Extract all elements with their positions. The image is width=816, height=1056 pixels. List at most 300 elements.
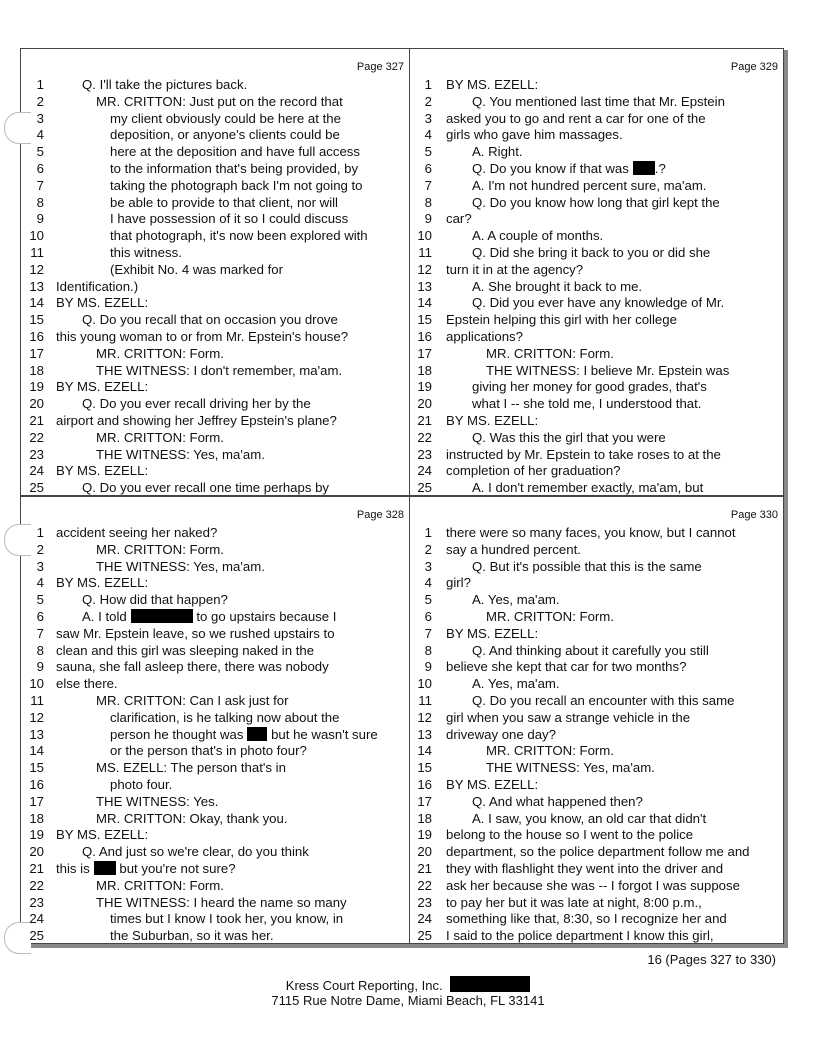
line-number: 2 bbox=[424, 541, 432, 557]
line-text-segment: the Suburban, so it was her. bbox=[110, 928, 274, 944]
line-text bbox=[56, 262, 283, 279]
transcript-line bbox=[26, 144, 406, 161]
line-number: 3 bbox=[424, 558, 432, 574]
line-number: 10 bbox=[417, 228, 432, 244]
transcript-line bbox=[26, 559, 406, 576]
line-number: 1 bbox=[424, 77, 432, 92]
transcript-line bbox=[414, 743, 780, 760]
line-number: 15 bbox=[29, 312, 44, 328]
line-text-segment: car? bbox=[446, 211, 472, 227]
line-number: 22 bbox=[29, 877, 44, 893]
line-number: 24 bbox=[417, 463, 432, 479]
line-number: 21 bbox=[29, 860, 44, 876]
page-number-label: Page 329 bbox=[730, 61, 778, 73]
line-text-segment: this is bbox=[56, 860, 90, 876]
transcript-line bbox=[414, 430, 780, 447]
line-text-segment: Q. How did that happen? bbox=[82, 592, 228, 608]
line-text bbox=[56, 245, 182, 262]
line-text bbox=[56, 480, 329, 497]
line-number: 22 bbox=[417, 429, 432, 445]
line-number: 19 bbox=[29, 379, 44, 395]
line-text-segment: clarification, is he talking now about the bbox=[110, 709, 340, 725]
transcript-line bbox=[414, 525, 780, 542]
transcript-line bbox=[26, 760, 406, 777]
line-text-segment: Q. But it's possible that this is the same bbox=[472, 558, 702, 574]
transcript-line bbox=[414, 447, 780, 464]
line-text bbox=[446, 710, 690, 727]
transcript-line bbox=[26, 743, 406, 760]
line-text-segment: THE WITNESS: Yes, ma'am. bbox=[486, 760, 655, 776]
transcript-line bbox=[414, 895, 780, 912]
line-number: 21 bbox=[417, 412, 432, 428]
line-number: 18 bbox=[29, 362, 44, 378]
transcript-line bbox=[26, 676, 406, 693]
transcript-line bbox=[26, 592, 406, 609]
line-text-segment: MR. CRITTON: Form. bbox=[96, 345, 224, 361]
line-text bbox=[56, 127, 340, 144]
transcript-line bbox=[26, 777, 406, 794]
line-number: 1 bbox=[424, 525, 432, 540]
line-number: 4 bbox=[36, 127, 44, 143]
transcript-line bbox=[414, 911, 780, 928]
line-text-segment: Q. Was this the girl that you were bbox=[472, 429, 666, 445]
line-number: 20 bbox=[417, 396, 432, 412]
line-text-segment: girl? bbox=[446, 575, 471, 591]
line-text-segment: A. A couple of months. bbox=[472, 228, 604, 244]
line-text bbox=[56, 542, 224, 559]
transcript-line bbox=[26, 413, 406, 430]
line-number: 14 bbox=[29, 743, 44, 759]
line-number: 20 bbox=[29, 396, 44, 412]
line-number: 16 bbox=[417, 776, 432, 792]
line-text-segment: something like that, 8:30, so I recognize her and bbox=[446, 911, 727, 927]
line-text-segment: be able to provide to that client, nor will bbox=[110, 194, 338, 210]
line-number: 12 bbox=[29, 261, 44, 277]
page-range-label: 16 (Pages 327 to 330) bbox=[647, 952, 776, 967]
line-text-segment: giving her money for good grades, that's bbox=[472, 379, 707, 395]
line-text-segment: belong to the house so I went to the police bbox=[446, 827, 694, 843]
line-number: 7 bbox=[36, 177, 44, 193]
line-number: 24 bbox=[417, 911, 432, 927]
line-text bbox=[56, 743, 307, 760]
line-text-segment: Q. Do you recall an encounter with this same bbox=[472, 692, 735, 708]
transcript-line bbox=[26, 659, 406, 676]
transcript-line bbox=[26, 463, 406, 480]
line-text bbox=[446, 211, 472, 228]
transcript-line bbox=[414, 279, 780, 296]
line-number: 5 bbox=[424, 592, 432, 608]
line-number: 7 bbox=[424, 177, 432, 193]
line-text bbox=[446, 643, 709, 660]
transcript-line bbox=[414, 245, 780, 262]
transcript-line bbox=[414, 161, 780, 178]
line-number: 5 bbox=[424, 144, 432, 160]
transcript-line bbox=[26, 542, 406, 559]
line-number: 3 bbox=[36, 558, 44, 574]
line-text-segment: A. I'm not hundred percent sure, ma'am. bbox=[472, 177, 707, 193]
line-text bbox=[446, 346, 614, 363]
line-text bbox=[56, 447, 265, 464]
line-text bbox=[446, 480, 703, 497]
line-number: 14 bbox=[417, 743, 432, 759]
transcript-line bbox=[26, 811, 406, 828]
line-number: 4 bbox=[424, 575, 432, 591]
line-text-segment: A. I saw, you know, an old car that didn't bbox=[472, 810, 707, 826]
line-text-segment: saw Mr. Epstein leave, so we rushed upstairs to bbox=[56, 625, 335, 641]
line-number: 6 bbox=[424, 160, 432, 176]
line-number: 2 bbox=[36, 93, 44, 109]
line-text-segment: THE WITNESS: I believe Mr. Epstein was bbox=[486, 362, 730, 378]
transcript-line bbox=[26, 827, 406, 844]
line-text-segment: Identification.) bbox=[56, 278, 139, 294]
line-text bbox=[446, 727, 556, 744]
line-text bbox=[446, 844, 750, 861]
line-number: 9 bbox=[424, 659, 432, 675]
line-number: 17 bbox=[29, 793, 44, 809]
line-text bbox=[446, 760, 655, 777]
transcript-line bbox=[414, 928, 780, 945]
line-text-segment: BY MS. EZELL: bbox=[446, 412, 539, 428]
line-number: 21 bbox=[29, 412, 44, 428]
line-number: 22 bbox=[417, 877, 432, 893]
transcript-line bbox=[26, 94, 406, 111]
line-number: 25 bbox=[29, 928, 44, 944]
line-number: 16 bbox=[29, 776, 44, 792]
transcript-line bbox=[414, 111, 780, 128]
line-number: 19 bbox=[417, 827, 432, 843]
line-text-segment: clean and this girl was sleeping naked in the bbox=[56, 642, 315, 658]
line-text-segment: BY MS. EZELL: bbox=[56, 827, 149, 843]
line-text-segment: this young woman to or from Mr. Epstein's house? bbox=[56, 328, 349, 344]
line-text bbox=[446, 245, 710, 262]
line-number: 15 bbox=[29, 760, 44, 776]
transcript-line bbox=[414, 559, 780, 576]
line-number: 12 bbox=[417, 709, 432, 725]
line-text bbox=[446, 195, 720, 212]
transcript-line bbox=[26, 911, 406, 928]
line-text bbox=[56, 861, 236, 878]
line-text bbox=[446, 111, 706, 128]
line-number: 9 bbox=[36, 211, 44, 227]
transcript-line bbox=[414, 463, 780, 480]
line-text bbox=[56, 111, 341, 128]
transcript-line bbox=[414, 777, 780, 794]
transcript-line bbox=[414, 542, 780, 559]
line-number: 17 bbox=[417, 345, 432, 361]
transcript-line bbox=[414, 211, 780, 228]
transcript-line bbox=[26, 794, 406, 811]
line-text bbox=[56, 643, 314, 660]
line-text bbox=[446, 228, 603, 245]
line-number: 25 bbox=[417, 928, 432, 944]
line-number: 12 bbox=[417, 261, 432, 277]
line-text-segment: MR. CRITTON: Form. bbox=[96, 429, 224, 445]
line-text bbox=[56, 710, 339, 727]
transcript-line bbox=[26, 928, 406, 945]
transcript-line bbox=[26, 895, 406, 912]
line-text bbox=[56, 396, 311, 413]
transcript-line bbox=[26, 609, 406, 626]
line-text-segment: believe she kept that car for two months? bbox=[446, 659, 687, 675]
transcript-line bbox=[26, 262, 406, 279]
page-330-panel bbox=[414, 505, 780, 945]
line-text-segment: A. She brought it back to me. bbox=[472, 278, 643, 294]
line-text-segment: THE WITNESS: Yes, ma'am. bbox=[96, 446, 265, 462]
line-number: 4 bbox=[36, 575, 44, 591]
line-text-segment: airport and showing her Jeffrey Epstein's plane? bbox=[56, 412, 337, 428]
transcript-line bbox=[414, 676, 780, 693]
line-text bbox=[446, 279, 642, 296]
line-number: 11 bbox=[418, 692, 432, 708]
line-text bbox=[56, 676, 118, 693]
sheet-shadow-right bbox=[784, 50, 788, 946]
line-number: 2 bbox=[424, 93, 432, 109]
line-number: 4 bbox=[424, 127, 432, 143]
transcript-line bbox=[26, 312, 406, 329]
transcript-line bbox=[414, 575, 780, 592]
line-number: 25 bbox=[417, 480, 432, 496]
transcript-line bbox=[414, 363, 780, 380]
line-number: 23 bbox=[29, 446, 44, 462]
line-number: 24 bbox=[29, 463, 44, 479]
line-text-segment: .? bbox=[654, 160, 666, 176]
line-number: 7 bbox=[424, 625, 432, 641]
line-text bbox=[446, 911, 727, 928]
transcript-line bbox=[414, 760, 780, 777]
transcript-line bbox=[26, 363, 406, 380]
transcript-line bbox=[414, 794, 780, 811]
line-text-segment: BY MS. EZELL: bbox=[56, 379, 149, 395]
transcript-line bbox=[414, 228, 780, 245]
line-text-segment: BY MS. EZELL: bbox=[56, 463, 149, 479]
line-text bbox=[56, 626, 335, 643]
line-number: 5 bbox=[36, 592, 44, 608]
line-text-segment: department, so the police department follow me and bbox=[446, 844, 750, 860]
line-text bbox=[446, 676, 560, 693]
line-text-segment: to go upstairs because I bbox=[192, 608, 337, 624]
line-text-segment: Q. Do you know how long that girl kept the bbox=[472, 194, 720, 210]
line-text-segment: MR. CRITTON: Can I ask just for bbox=[96, 692, 289, 708]
line-text-segment: girl when you saw a strange vehicle in the bbox=[446, 709, 691, 725]
line-text-segment: completion of her graduation? bbox=[446, 463, 621, 479]
line-number: 13 bbox=[29, 278, 44, 294]
line-text-segment: I have possession of it so I could discuss bbox=[110, 211, 349, 227]
transcript-line bbox=[414, 178, 780, 195]
line-text bbox=[56, 463, 148, 480]
line-text bbox=[56, 827, 148, 844]
line-text bbox=[56, 312, 338, 329]
line-text bbox=[56, 279, 138, 296]
transcript-line bbox=[26, 161, 406, 178]
line-text bbox=[56, 592, 228, 609]
line-text bbox=[446, 626, 538, 643]
line-text-segment: (Exhibit No. 4 was marked for bbox=[110, 261, 283, 277]
line-number: 14 bbox=[417, 295, 432, 311]
transcript-line bbox=[26, 379, 406, 396]
line-text bbox=[56, 94, 343, 111]
line-text bbox=[446, 743, 614, 760]
line-number: 18 bbox=[417, 362, 432, 378]
line-text bbox=[446, 542, 581, 559]
line-text bbox=[446, 430, 666, 447]
line-number: 11 bbox=[30, 692, 44, 708]
line-text bbox=[446, 413, 538, 430]
line-text bbox=[446, 161, 666, 178]
line-text-segment: they with flashlight they went into the driver and bbox=[446, 860, 724, 876]
line-number: 6 bbox=[36, 608, 44, 624]
line-text-segment: accident seeing her naked? bbox=[56, 525, 218, 540]
transcript-line bbox=[26, 861, 406, 878]
transcript-line bbox=[414, 643, 780, 660]
company-name: Kress Court Reporting, Inc. bbox=[285, 978, 443, 993]
line-text-segment: instructed by Mr. Epstein to take roses to at the bbox=[446, 446, 721, 462]
line-text-segment: A. I don't remember exactly, ma'am, but bbox=[472, 480, 704, 496]
line-text bbox=[56, 575, 148, 592]
reporter-address: 7115 Rue Notre Dame, Miami Beach, FL 33141 bbox=[271, 993, 545, 1008]
redaction-bar bbox=[247, 727, 267, 741]
line-text bbox=[446, 895, 702, 912]
page-number-label: Page 328 bbox=[356, 509, 404, 521]
line-text bbox=[56, 211, 348, 228]
transcript-line bbox=[26, 295, 406, 312]
line-text-segment: photo four. bbox=[110, 776, 173, 792]
transcript-line bbox=[414, 195, 780, 212]
transcript-line bbox=[414, 480, 780, 497]
line-number: 8 bbox=[36, 642, 44, 658]
line-text bbox=[446, 928, 714, 945]
line-text-segment: here at the deposition and have full access bbox=[110, 144, 360, 160]
redaction-bar bbox=[94, 861, 116, 875]
line-text-segment: Q. Did she bring it back to you or did she bbox=[472, 244, 711, 260]
line-text-segment: Epstein helping this girl with her college bbox=[446, 312, 677, 328]
line-number: 15 bbox=[417, 312, 432, 328]
line-text bbox=[446, 144, 523, 161]
transcript-line bbox=[414, 811, 780, 828]
transcript-line bbox=[414, 312, 780, 329]
line-number: 16 bbox=[29, 328, 44, 344]
transcript-line bbox=[26, 727, 406, 744]
line-text bbox=[446, 312, 677, 329]
transcript-line bbox=[414, 827, 780, 844]
line-text bbox=[56, 727, 378, 744]
line-text-segment: Q. You mentioned last time that Mr. Epstein bbox=[472, 93, 725, 109]
line-number: 9 bbox=[36, 659, 44, 675]
line-text-segment: but you're not sure? bbox=[115, 860, 236, 876]
line-text bbox=[56, 794, 218, 811]
line-text bbox=[446, 463, 620, 480]
line-number: 8 bbox=[424, 194, 432, 210]
transcript-line bbox=[414, 127, 780, 144]
line-text-segment: Q. And what happened then? bbox=[472, 793, 643, 809]
line-number: 17 bbox=[417, 793, 432, 809]
line-text-segment: BY MS. EZELL: bbox=[446, 776, 539, 792]
line-text bbox=[446, 575, 471, 592]
line-number: 8 bbox=[424, 642, 432, 658]
line-text-segment: to pay her but it was late at night, 8:00 p.m., bbox=[446, 894, 702, 910]
transcript-line bbox=[414, 626, 780, 643]
redaction-bar bbox=[450, 976, 530, 992]
line-number: 18 bbox=[29, 810, 44, 826]
line-number: 1 bbox=[36, 525, 44, 540]
line-text bbox=[56, 559, 265, 576]
line-text bbox=[56, 609, 336, 626]
line-text-segment: MR. CRITTON: Form. bbox=[486, 345, 614, 361]
line-text bbox=[56, 811, 288, 828]
line-text-segment: or the person that's in photo four? bbox=[110, 743, 307, 759]
transcript-line bbox=[26, 844, 406, 861]
transcript-line bbox=[414, 609, 780, 626]
transcript-line bbox=[26, 626, 406, 643]
line-text-segment: asked you to go and rent a car for one of the bbox=[446, 110, 706, 126]
line-text bbox=[446, 295, 724, 312]
line-number: 11 bbox=[30, 244, 44, 260]
line-text-segment: A. Right. bbox=[472, 144, 523, 160]
line-text bbox=[446, 396, 701, 413]
line-text-segment: sauna, she fall asleep there, there was nobody bbox=[56, 659, 329, 675]
transcript-line bbox=[26, 245, 406, 262]
line-text-segment: that photograph, it's now been explored with bbox=[110, 228, 368, 244]
line-text bbox=[446, 77, 538, 94]
line-number: 6 bbox=[36, 160, 44, 176]
transcript-line bbox=[414, 94, 780, 111]
line-text-segment: A. I told bbox=[82, 608, 127, 624]
line-text-segment: driveway one day? bbox=[446, 726, 556, 742]
line-text-segment: to the information that's being provided, by bbox=[110, 160, 359, 176]
line-text-segment: Q. Do you ever recall driving her by the bbox=[82, 396, 311, 412]
line-text-segment: else there. bbox=[56, 676, 118, 692]
line-text-segment: A. Yes, ma'am. bbox=[472, 592, 560, 608]
line-text-segment: MR. CRITTON: Form. bbox=[486, 743, 614, 759]
line-text-segment: my client obviously could be here at the bbox=[110, 110, 341, 126]
transcript-line bbox=[26, 643, 406, 660]
line-number: 3 bbox=[424, 110, 432, 126]
redaction-bar bbox=[633, 161, 655, 175]
line-number: 23 bbox=[29, 894, 44, 910]
transcript-line bbox=[26, 430, 406, 447]
line-text bbox=[446, 693, 734, 710]
transcript-line bbox=[414, 710, 780, 727]
transcript-line bbox=[414, 861, 780, 878]
line-text-segment: MR. CRITTON: Form. bbox=[96, 541, 224, 557]
line-text-segment: MS. EZELL: The person that's in bbox=[96, 760, 286, 776]
line-text bbox=[56, 844, 309, 861]
transcript-line bbox=[26, 396, 406, 413]
transcript-line bbox=[414, 329, 780, 346]
line-number: 25 bbox=[29, 480, 44, 496]
line-text bbox=[446, 609, 614, 626]
line-text bbox=[56, 77, 247, 94]
line-number: 18 bbox=[417, 810, 432, 826]
line-number: 10 bbox=[29, 676, 44, 692]
line-number: 23 bbox=[417, 894, 432, 910]
line-text bbox=[446, 379, 707, 396]
transcript-line bbox=[26, 878, 406, 895]
transcript-line bbox=[414, 262, 780, 279]
line-text bbox=[56, 878, 224, 895]
transcript-line bbox=[414, 659, 780, 676]
page-number-label: Page 327 bbox=[356, 61, 404, 73]
line-number: 16 bbox=[417, 328, 432, 344]
transcript-line bbox=[26, 710, 406, 727]
page-327-panel bbox=[26, 57, 406, 497]
line-text-segment: Q. And just so we're clear, do you think bbox=[82, 844, 309, 860]
line-number: 13 bbox=[417, 278, 432, 294]
line-number: 19 bbox=[417, 379, 432, 395]
line-text-segment: say a hundred percent. bbox=[446, 541, 581, 557]
line-number: 8 bbox=[36, 194, 44, 210]
line-text bbox=[446, 827, 693, 844]
transcript-line bbox=[26, 228, 406, 245]
